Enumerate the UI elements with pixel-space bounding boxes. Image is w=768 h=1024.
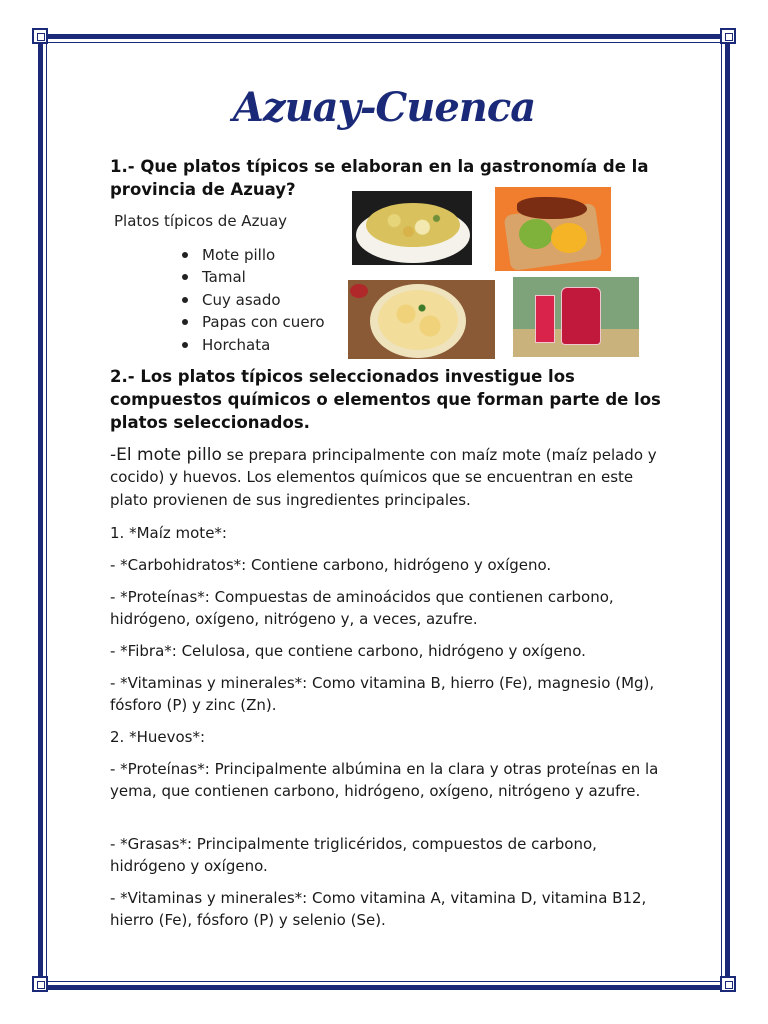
question-1: 1.- Que platos típicos se elaboran en la gastronomía de la provincia de Azuay? [110,157,649,199]
food-shape [366,203,460,247]
list-item: Cuy asado [180,289,325,311]
paragraph: 2. *Huevos*: [110,728,206,746]
paragraph: - *Fibra*: Celulosa, que contiene carbono, hidrógeno y oxígeno. [110,642,586,660]
mote-pillo-photo [352,191,472,265]
intro-rest: se prepara principalmente con maíz mote (maíz pelado y cocido) y huevos. Los elementos químicos que se encuentran en este plato provienen de sus ingredientes principales. [110,446,657,509]
question-2: 2.- Los platos típicos seleccionados investigue los compuestos químicos o elementos que forman parte de los platos seleccionados. [110,367,661,432]
intro-paragraph [110,444,670,511]
list-item: Papas con cuero [180,311,325,333]
corner-ornament [32,976,48,992]
meat-shape [517,197,587,219]
lettuce-shape [519,219,553,249]
stew-shape [378,290,458,350]
paragraph: - *Vitaminas y minerales*: Como vitamina B, hierro (Fe), magnesio (Mg), fósforo (P) y zinc (Zn). [110,674,655,715]
corner-ornament [32,28,48,44]
dish-list [180,244,325,356]
dishes-heading: Platos típicos de Azuay [114,212,288,230]
list-item: Tamal [180,266,325,288]
glass-shape [535,295,555,343]
paragraph: - *Vitaminas y minerales*: Como vitamina A, vitamina D, vitamina B12, hierro (Fe), fósforo (P) y selenio (Se). [110,889,647,930]
paragraph: 1. *Maíz mote*: [110,524,227,542]
list-item: Horchata [180,334,325,356]
paragraph: - *Proteínas*: Principalmente albúmina en la clara y otras proteínas en la yema, que contienen carbono, hidrógeno, oxígeno, nitrógeno y azufre. [110,760,659,801]
potato-shape [551,223,587,253]
paragraph: - *Grasas*: Principalmente triglicéridos, compuestos de carbono, hidrógeno y oxígeno. [110,835,597,876]
corner-ornament [720,976,736,992]
horchata-photo [513,277,639,357]
intro-lead: -El mote pillo [110,445,222,465]
paragraph: - *Proteínas*: Compuestas de aminoácidos que contienen carbono, hidrógeno, oxígeno, nitrógeno y, a veces, azufre. [110,588,614,629]
list-item: Mote pillo [180,244,325,266]
corner-ornament [720,28,736,44]
jar-shape [561,287,601,345]
papas-con-cuero-photo [348,280,495,359]
paragraph: - *Carbohidratos*: Contiene carbono, hidrógeno y oxígeno. [110,556,552,574]
berries-shape [350,284,368,298]
page-title: Azuay-Cuenca [232,84,536,131]
cuy-asado-photo [495,187,611,271]
